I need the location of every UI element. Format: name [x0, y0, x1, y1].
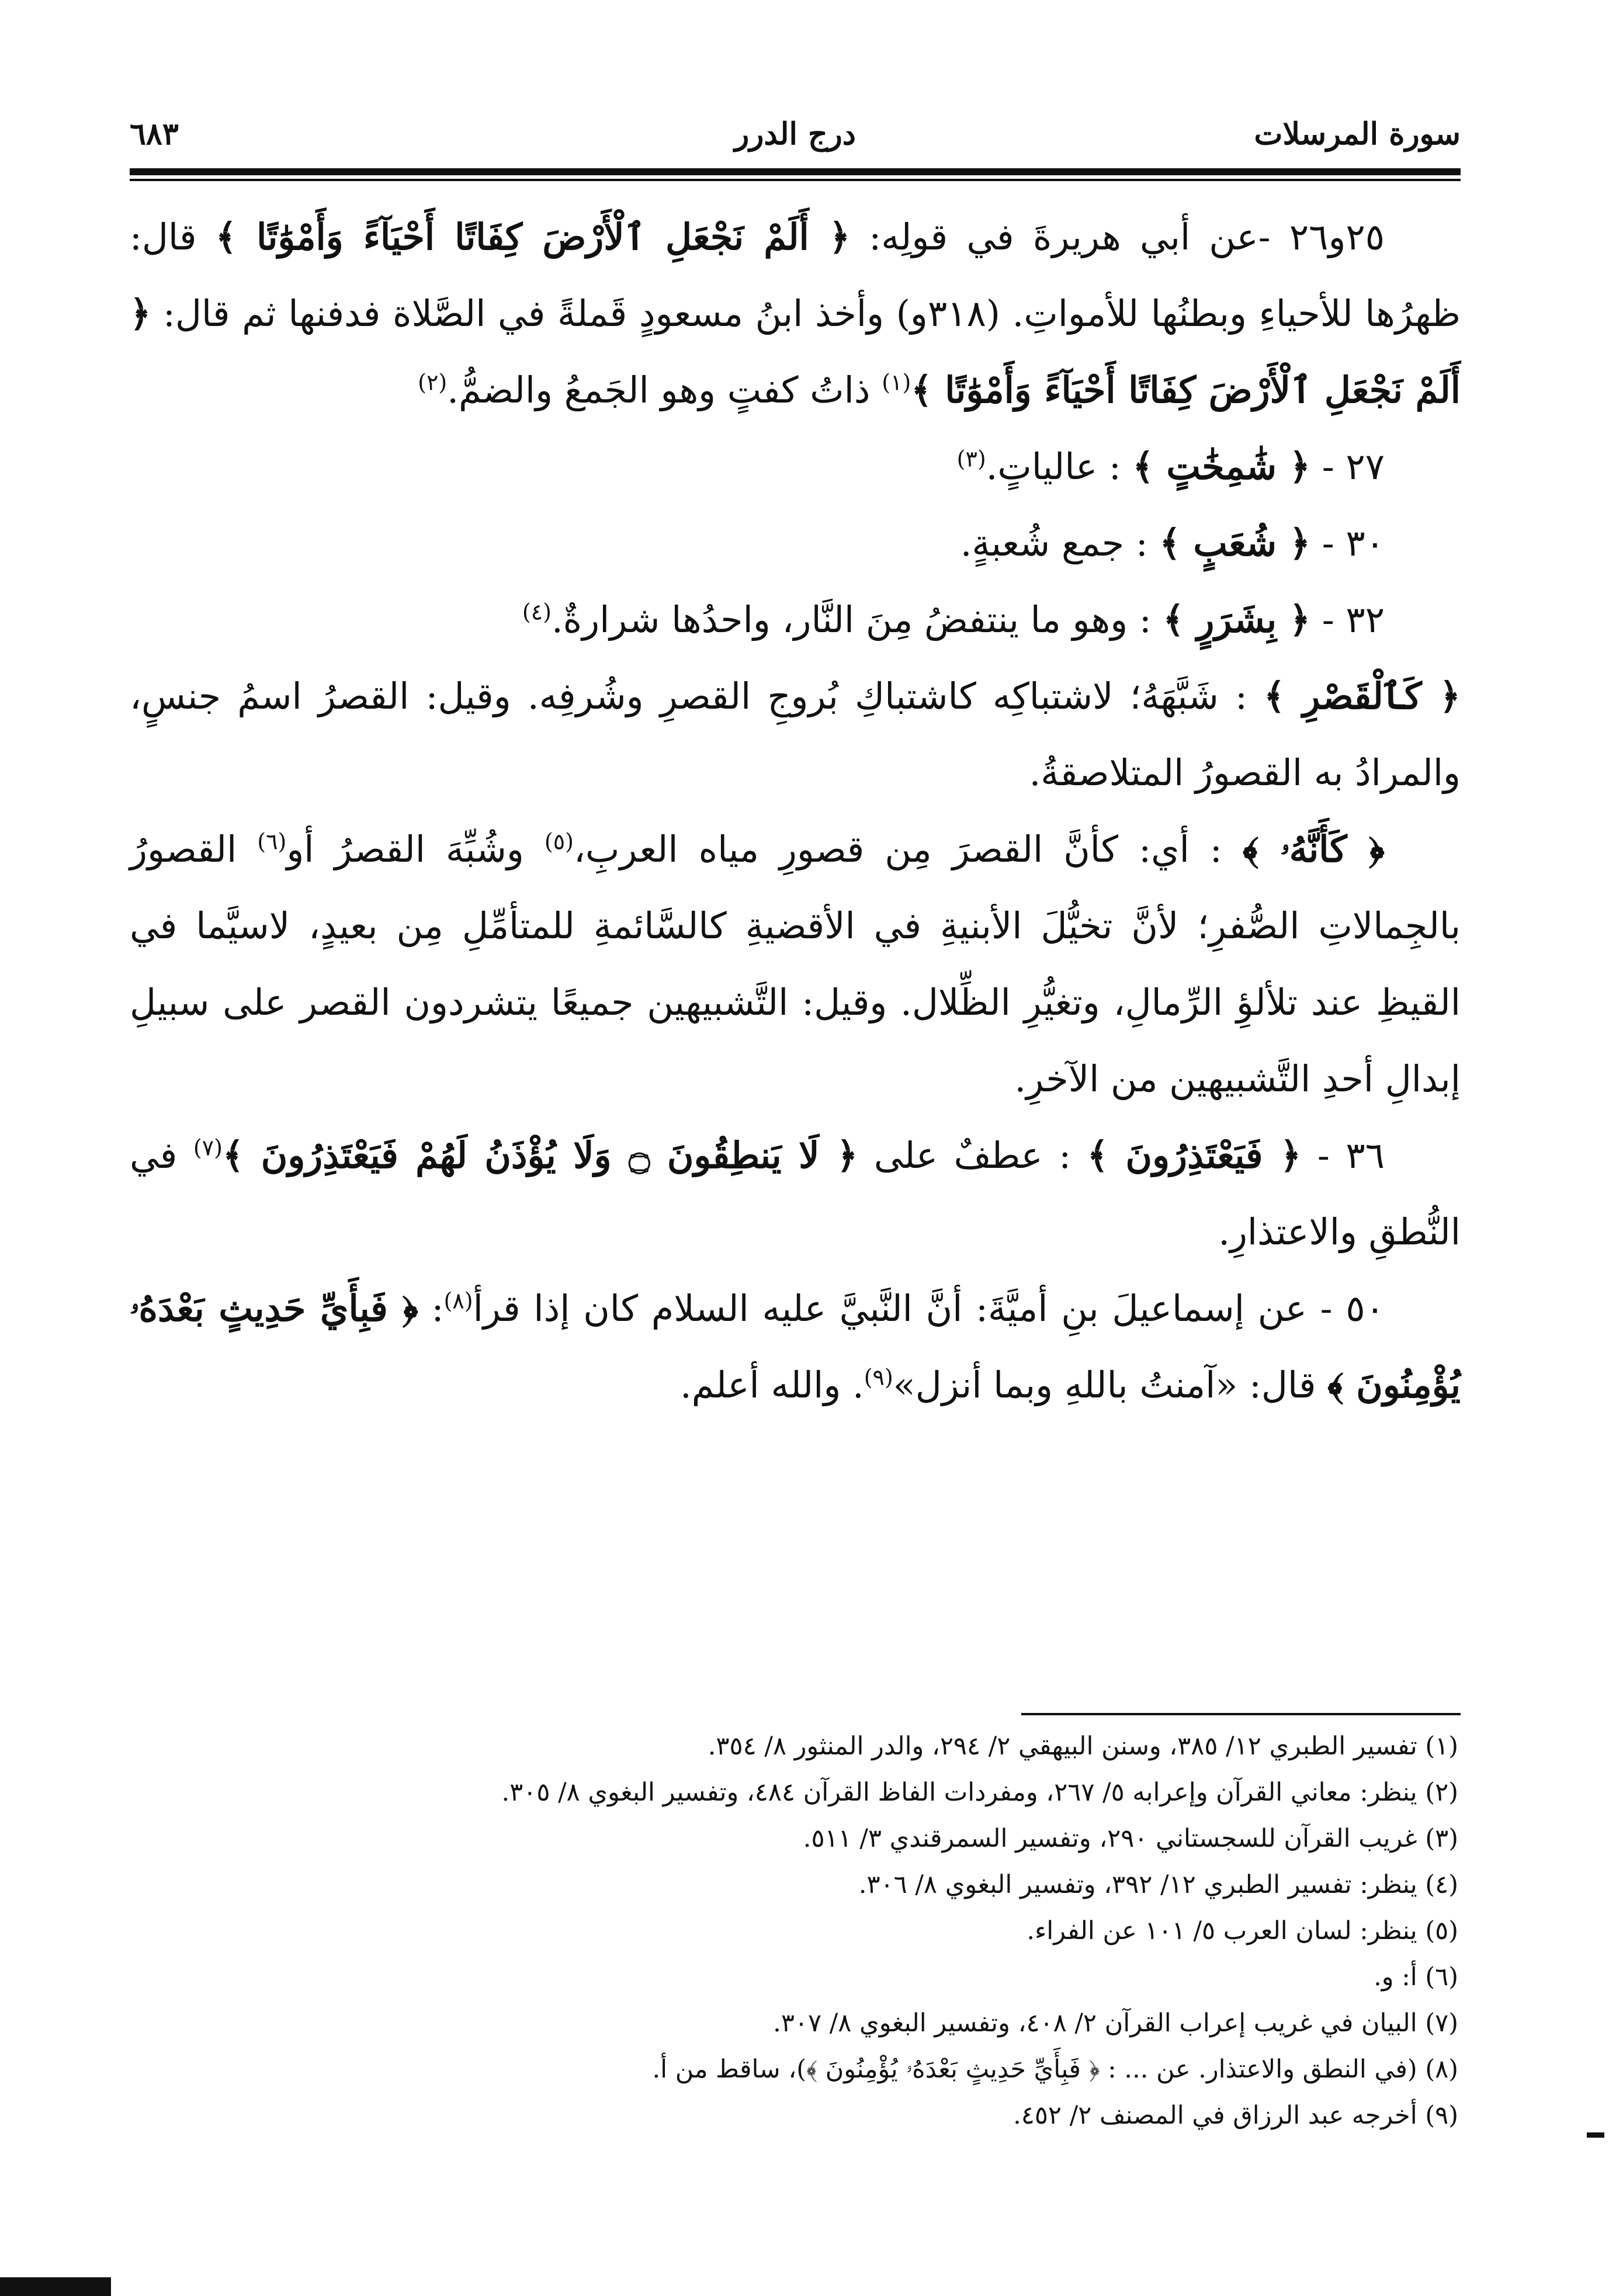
- footnote-2: (٢) ينظر: معاني القرآن وإعرابه ٥/ ٢٦٧، ومفردات الفاظ القرآن ٤٨٤، وتفسير البغوي ٨/ ٣٠٥.: [501, 1778, 1458, 1807]
- paragraph-5: ﴿ كَٱلْقَصْرِ ﴾ : شَبَّهَهُ؛ لاشتباكِه كاشتباكِ بُروجِ القصرِ وشُرفِه. وقيل: القصرُ اسمُ جنسٍ، والمرادُ به القصورُ المتلاصقةُ.: [130, 675, 1461, 794]
- footnote-ref: (٤): [522, 599, 552, 625]
- footnote-9: (٩) أخرجه عبد الرزاق في المصنف ٢/ ٤٥٢.: [1013, 2101, 1458, 2130]
- main-text: [130, 199, 1461, 1423]
- paragraph-7: ٣٦ - ﴿ فَيَعْتَذِرُونَ ﴾ : عطفٌ على ﴿ لَا يَنطِقُونَ ۝ وَلَا يُؤْذَنُ لَهُمْ فَيَعْتَذِرُونَ ﴾$^{(٧)}$ في النُّطقِ والاعتذارِ.: [130, 1134, 1461, 1253]
- footnote-6: (٦) أ: و.: [1374, 1962, 1458, 1992]
- quran-quote: ﴿ بِشَرَرٍ ﴾: [1163, 598, 1311, 641]
- scan-margin-mark: [1587, 2132, 1604, 2138]
- footnote-ref: (٨): [443, 1288, 473, 1314]
- quran-quote: ﴿ أَلَمْ نَجْعَلِ ٱلْأَرْضَ كِفَاتًا أَحْيَآءً وَأَمْوَٰتًا ﴾: [130, 292, 1461, 411]
- footnote-ref: (٦): [257, 828, 287, 855]
- page-number: ٦٨٣: [130, 116, 179, 152]
- book-title: درج الدرر: [734, 116, 856, 152]
- quran-quote: ﴿ شُعَبٍ ﴾: [1159, 522, 1311, 564]
- footnotes: [130, 1723, 1461, 2139]
- paragraph-2: ٢٧ - ﴿ شَٰمِخَٰتٍ ﴾ : عالياتٍ.$^{(٣)}$: [956, 445, 1385, 488]
- quran-quote: ﴿ لَا يَنطِقُونَ ۝ وَلَا يُؤْذَنُ لَهُمْ فَيَعْتَذِرُونَ ﴾: [223, 1134, 858, 1177]
- footnote-ref: (٧): [193, 1135, 223, 1161]
- footnote-ref: (٥): [544, 828, 574, 855]
- quran-quote: ﴿ شَٰمِخَٰتٍ ﴾: [1132, 445, 1311, 488]
- paragraph-4: ٣٢ - ﴿ بِشَرَرٍ ﴾ : وهو ما ينتفضُ مِنَ النَّار، واحدُها شرارةٌ.$^{(٤)}$: [522, 598, 1385, 641]
- quran-quote: ﴿ أَلَمْ نَجْعَلِ ٱلْأَرْضَ كِفَاتًا أَحْيَآءً وَأَمْوَٰتًا ﴾: [215, 216, 851, 258]
- footnote-8: (٨) (في النطق والاعتذار. عن ... : ﴿ فَبِأَيِّ حَدِيثٍ بَعْدَهُۥ يُؤْمِنُونَ ﴾)، ساقط من أ.: [652, 2055, 1458, 2084]
- footnote-ref: (١): [882, 369, 911, 396]
- footnote-ref: (٩): [864, 1364, 893, 1390]
- footnote-ref: (٢): [418, 369, 448, 396]
- quran-quote: ﴿ كَأَنَّهُۥ ﴾: [1242, 828, 1385, 870]
- header-rule-thin: [130, 179, 1461, 181]
- footnote-separator: [1021, 1713, 1461, 1715]
- scan-edge-bar: [0, 2277, 111, 2296]
- footnote-1: (١) تفسير الطبري ١٢/ ٣٨٥، وسنن البيهقي ٢/ ٢٩٤، والدر المنثور ٨/ ٣٥٤.: [708, 1732, 1458, 1761]
- paragraph-3: ٣٠ - ﴿ شُعَبٍ ﴾ : جمع شُعبةٍ.: [960, 522, 1385, 564]
- footnote-4: (٤) ينظر: تفسير الطبري ١٢/ ٣٩٢، وتفسير البغوي ٨/ ٣٠٦.: [858, 1870, 1458, 1899]
- paragraph-8: ٥٠ - عن إسماعيلَ بنِ أميَّةَ: أنَّ النَّبيَّ عليه السلام كان إذا قرأ$^{(٨)}$: ﴿ فَبِأَيِّ حَدِيثٍ بَعْدَهُۥ يُؤْمِنُونَ ﴾ قال: «آمنتُ باللهِ وبما أنزل»$^{(٩)}$. والله أعلم.: [130, 1287, 1461, 1406]
- surah-title: سورة المرسلات: [1254, 116, 1461, 152]
- quran-quote: ﴿ كَٱلْقَصْرِ ﴾: [1264, 675, 1461, 717]
- quran-quote: ﴿ فَيَعْتَذِرُونَ ﴾: [1087, 1134, 1302, 1177]
- footnote-3: (٣) غريب القرآن للسجستاني ٢٩٠، وتفسير السمرقندي ٣/ ٥١١.: [803, 1824, 1458, 1853]
- footnote-7: (٧) البيان في غريب إعراب القرآن ٢/ ٤٠٨، وتفسير البغوي ٨/ ٣٠٧.: [773, 2009, 1458, 2038]
- footnote-ref: (٣): [956, 446, 986, 472]
- paragraph-6: ﴿ كَأَنَّهُۥ ﴾ : أي: كأنَّ القصرَ مِن قصورِ مياه العربِ،$^{(٥)}$ وشُبِّهَ القصرُ أو$^{(٦)}$ القصورُ بالجِمالاتِ الصُّفرِ؛ لأنَّ تخيُّلَ الأبنيةِ في الأقضيةِ كالسَّائمةِ للمتأمِّلِ مِن بعيدٍ، لاسيَّما في القيظِ عند تلألؤِ الرِّمالِ، وتغيُّرِ الظِّلال. وقيل: التَّشبيهين جميعًا يتشردون القصر على سبيلِ إبدالِ أحدِ التَّشبيهين من الآخرِ.: [130, 828, 1461, 1100]
- paragraph-1: ٢٥و٢٦ -عن أبي هريرةَ في قولِه: ﴿ أَلَمْ نَجْعَلِ ٱلْأَرْضَ كِفَاتًا أَحْيَآءً وَأَمْوَٰتًا ﴾ قال: ظهرُها للأحياءِ وبطنُها للأمواتِ. (٣١٨و) وأخذ ابنُ مسعودٍ قَملةً في الصَّلاة فدفنها ثم قال: ﴿ أَلَمْ نَجْعَلِ ٱلْأَرْضَ كِفَاتًا أَحْيَآءً وَأَمْوَٰتًا ﴾$^{(١)}$ ذاتُ كفتٍ وهو الجَمعُ والضمُّ.$^{(٢)}$: [130, 216, 1461, 411]
- page-header: [130, 111, 1461, 164]
- footnote-5: (٥) ينظر: لسان العرب ٥/ ١٠١ عن الفراء.: [1027, 1916, 1458, 1945]
- header-rule-thick: [130, 168, 1461, 175]
- quran-quote: ﴿ فَبِأَيِّ حَدِيثٍ بَعْدَهُۥ يُؤْمِنُونَ ﴾: [130, 1287, 1461, 1406]
